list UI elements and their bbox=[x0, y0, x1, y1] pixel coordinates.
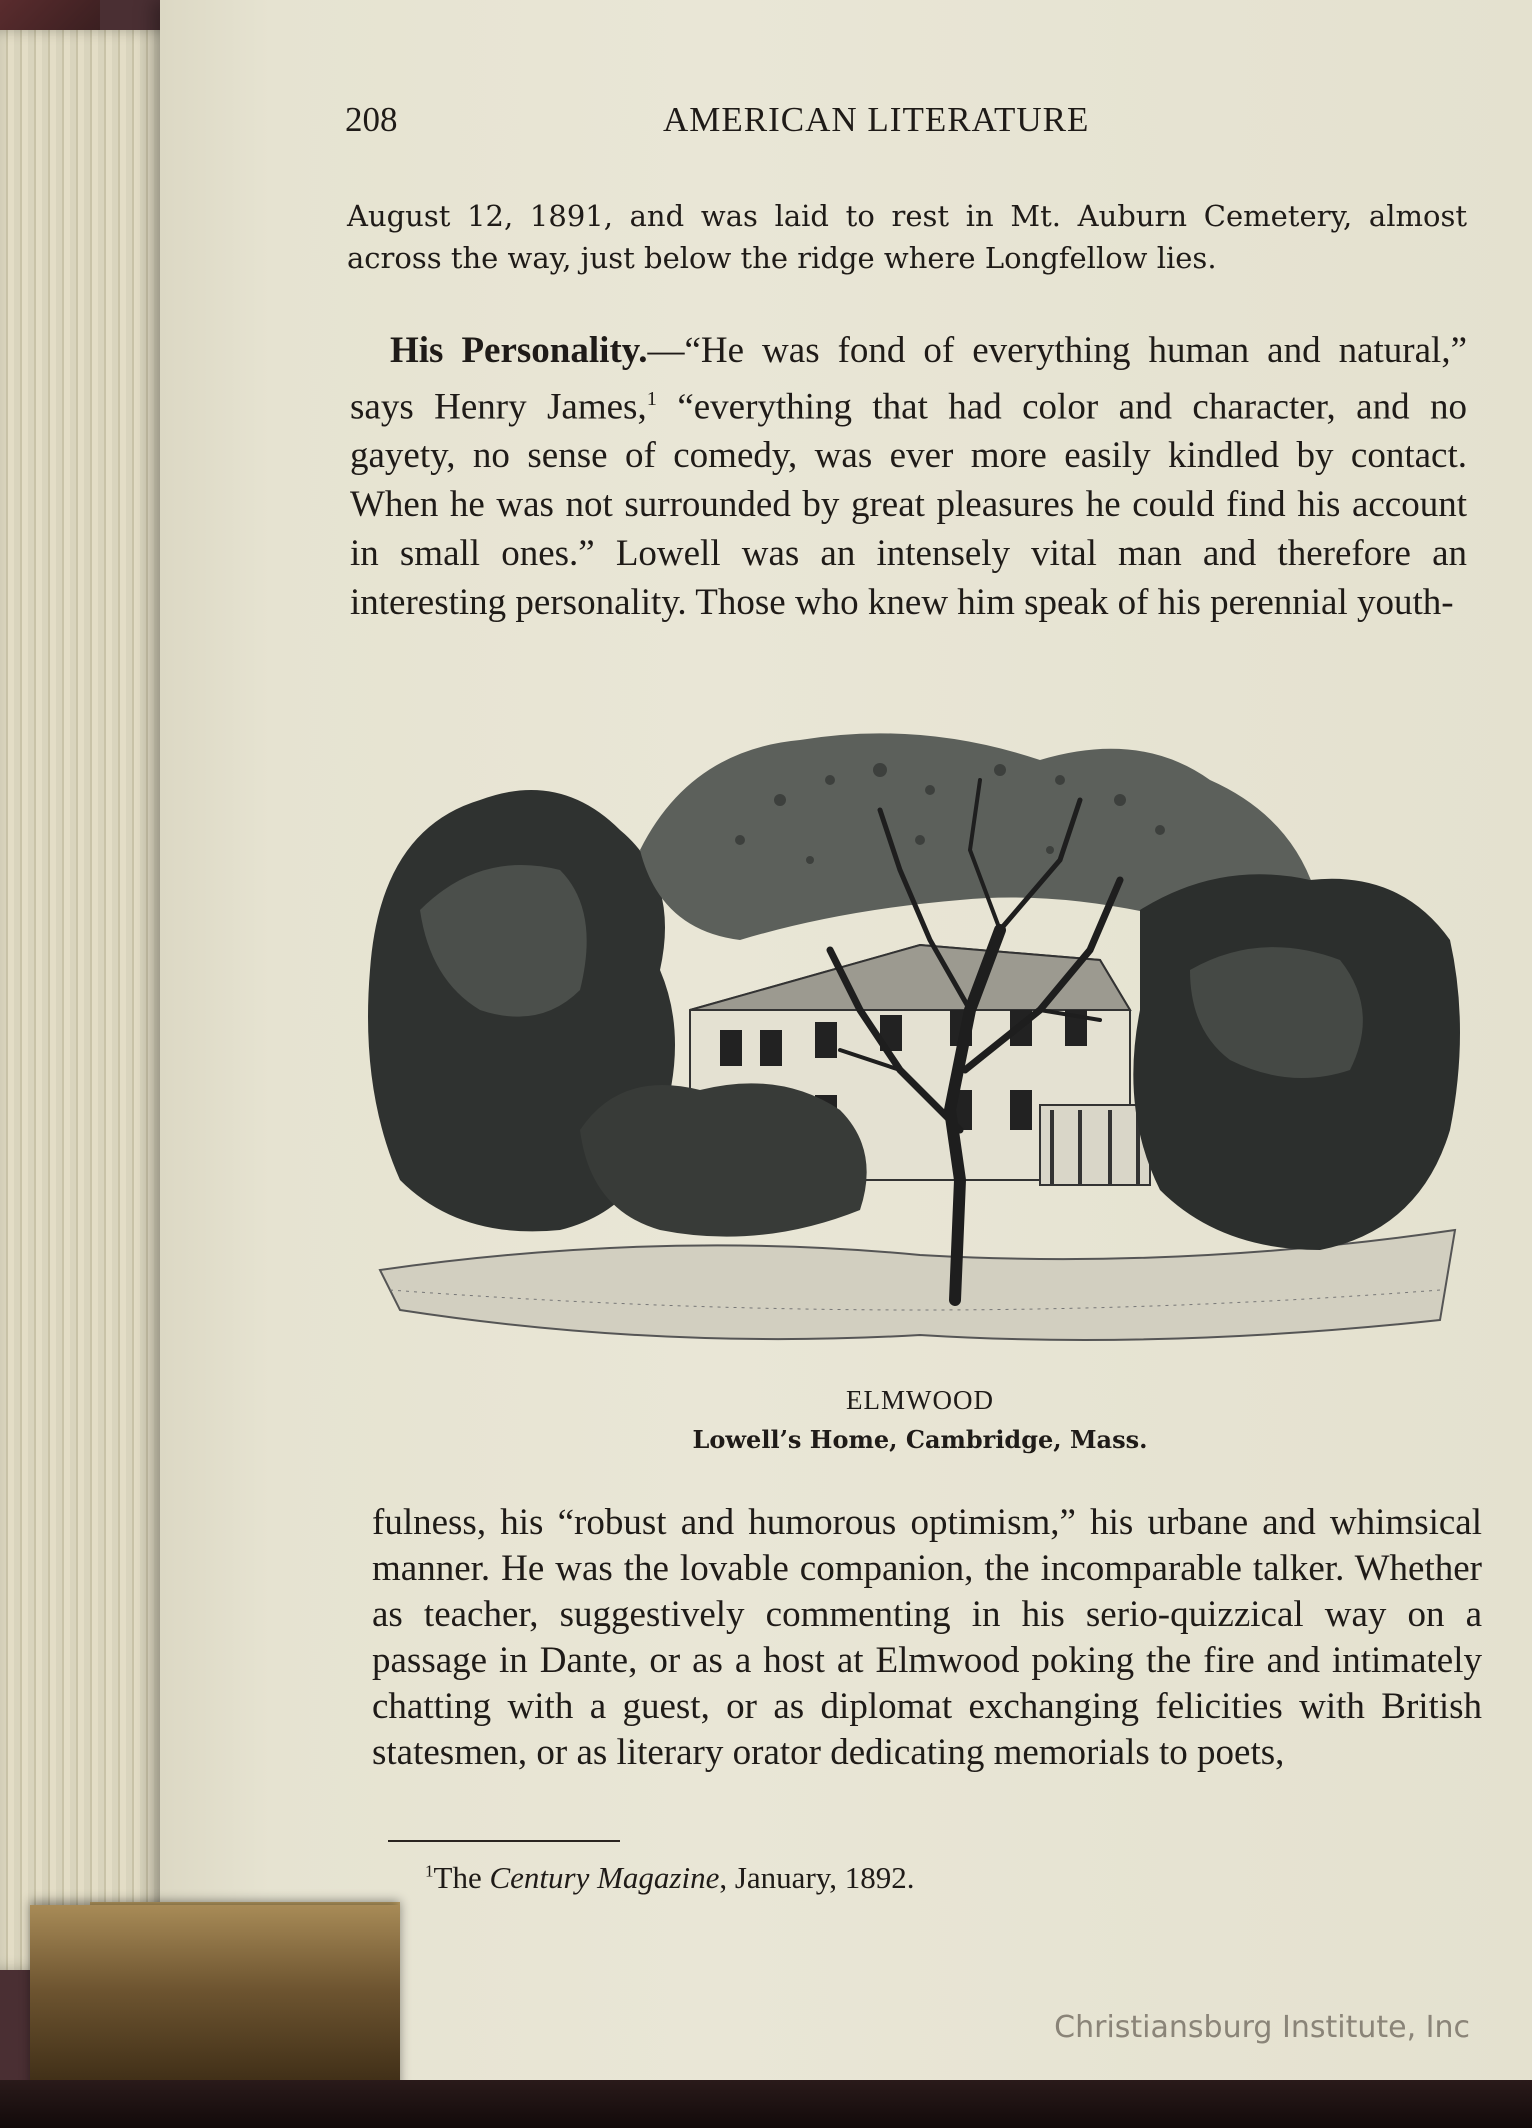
footnote-marker: 1 bbox=[425, 1861, 434, 1881]
page-header bbox=[345, 100, 1465, 150]
elmwood-engraving-icon bbox=[360, 710, 1475, 1370]
section-heading: His Personality. bbox=[390, 330, 648, 371]
footnote-text-b: , January, 1892. bbox=[719, 1860, 915, 1895]
illustration-caption-subtitle: Lowell’s Home, Cambridge, Mass. bbox=[692, 1425, 1148, 1454]
watermark: Christiansburg Institute, Inc bbox=[1054, 2010, 1470, 2045]
page-number: 208 bbox=[345, 100, 398, 139]
footnote-text-a: The bbox=[433, 1860, 490, 1895]
footnote-divider bbox=[388, 1840, 620, 1842]
illustration-caption-title: ELMWOOD bbox=[846, 1385, 994, 1415]
paragraph-top: August 12, 1891, and was laid to rest in Mt. Auburn Cemetery, almost across the way, just below the ridge where Longfellow lies. bbox=[347, 199, 1467, 275]
paragraph-bottom: fulness, his “robust and humorous optimism,” his urbane and whimsical manner. He was the lovable companion, the incomparable talker. Whether as teacher, suggestively commenting in his serio-quizzical way on a passage in Dante, or as a host at Elmwood poking the fire and intimately chatting with a guest, or as diplomat exchanging felicities with British statesmen, or as literary orator dedicating memorials to poets, bbox=[372, 1502, 1482, 1773]
paragraph-text-a: —“He was fond of everything human and natural,” says Henry James, bbox=[350, 330, 1467, 428]
book-stand bbox=[30, 1905, 400, 2095]
paragraph-text-b: “everything that had color and character, and no gayety, no sense of comedy, was ever more easily kindled by contact. When he was not surrounded by great pleasures he could find his account in small ones.” Lowell was an intensely vital man and therefore an interesting personality. Those who knew him speak of his perennial youth- bbox=[350, 386, 1468, 624]
table-shadow bbox=[0, 2080, 1532, 2128]
footnote-title: Century Magazine bbox=[489, 1860, 720, 1895]
footnote bbox=[425, 1860, 1325, 1896]
running-head: AMERICAN LITERATURE bbox=[663, 100, 1090, 139]
footnote-ref: 1 bbox=[646, 388, 657, 410]
paragraph-personality bbox=[350, 326, 1467, 627]
